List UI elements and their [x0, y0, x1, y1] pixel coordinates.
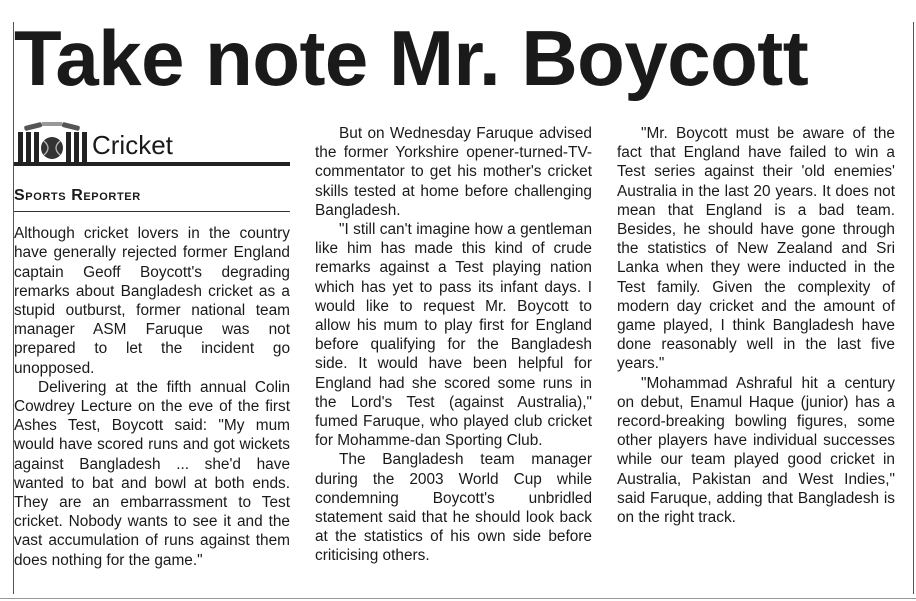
paragraph: But on Wednesday Faruque advised the former Yorkshire opener-turned-TV-commentator to get his mother's cricket skills tested at home before challenging Bangladesh. — [315, 125, 592, 219]
cricket-ball-wickets-icon — [14, 122, 90, 164]
paragraph: Delivering at the fifth annual Colin Cowdrey Lecture on the eve of the first Ashes Test, Boycott said: "My mum would have scored runs and got wickets against Bangladesh ... she'd have wanted to bat and bowl at both ends. They are an embarrassment to Test cricket. Nobody wants to see it and the vast accumulation of runs against them does nothing for the game." — [14, 378, 290, 569]
byline-text: Sports Reporter — [14, 187, 141, 204]
paragraph: "Mr. Boycott must be aware of the fact that England have failed to win a Test series against their 'old enemies' Australia in the last 20 years. It does not mean that England is a bad team. Besides, he should have gone through the statistics of New Zealand and Sri Lanka when they were inducted in the Test family. Given the complexity of modern day cricket and the amount of game played, I think Bangladesh have done reasonably well in the last five years." — [617, 125, 895, 373]
byline — [14, 186, 290, 212]
bottom-rule — [0, 598, 916, 599]
section-tag — [14, 122, 290, 170]
column-3 — [617, 124, 895, 527]
right-column-rule — [913, 22, 914, 594]
column-1 — [14, 122, 290, 570]
paragraph: "I still can't imagine how a gentleman like him has made this kind of crude remarks against a Test playing nation which has yet to pass its infant days. I would like to request Mr. Boycott to allow his mum to play first for England before qualifying for the Bangladesh side. It would have been helpful for England had she scored some runs in the Lord's Test (against Australia)," fumed Faruque, who played club cricket for Mohamme-dan Sporting Club. — [315, 221, 592, 450]
section-name: Cricket — [92, 130, 173, 160]
column-2 — [315, 124, 592, 566]
paragraph: "Mohammad Ashraful hit a century on debut, Enamul Haque (junior) has a record-breaking bowling figures, some other players have individual successes while our team played good cricket in Australia, Pakistan and West Indies," said Faruque, adding that Bangladesh is on the right track. — [617, 374, 895, 527]
headline: Take note Mr. Boycott — [14, 14, 809, 102]
section-underline — [14, 162, 290, 166]
paragraph: Although cricket lovers in the country have generally rejected former England captain Geoff Boycott's degrading remarks about Bangladesh cricket as a stupid outburst, former national team manager ASM Faruque was not prepared to let the incident go unopposed. — [14, 225, 290, 377]
paragraph: The Bangladesh team manager during the 2003 World Cup while condemning Boycott's unbridled statement said that he should look back at the statistics of his own side before criticising others. — [315, 451, 592, 565]
